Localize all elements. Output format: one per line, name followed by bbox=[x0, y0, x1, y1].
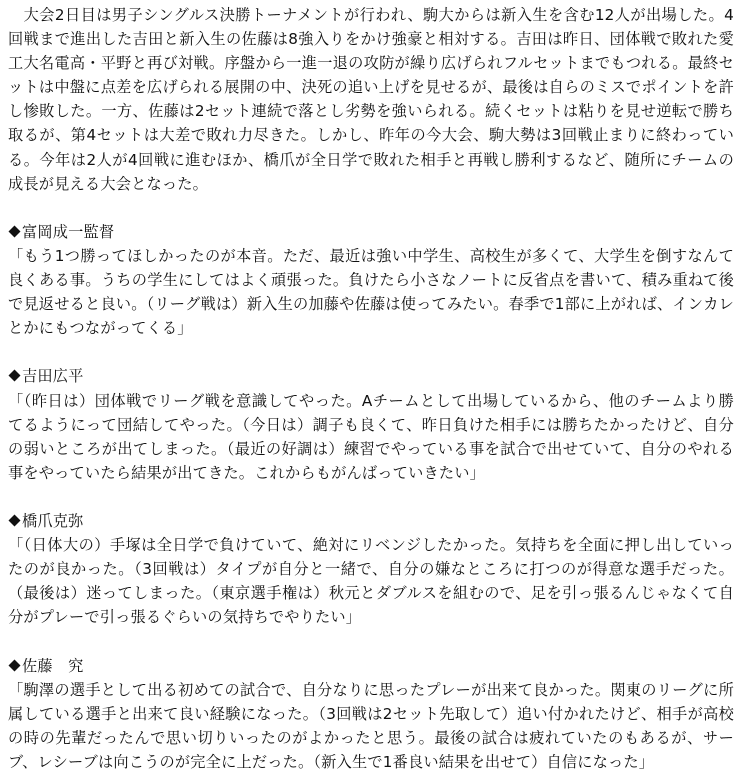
section-heading-sato bbox=[8, 654, 734, 678]
quote-paragraph-yoshida: 「（昨日は）団体戦でリーグ戦を意識してやった。Aチームとして出場しているから、他のチームより勝てるようにって団結してやった。（今日は）調子も良くて、昨日負けた相手には勝ちたかったけど、自分の弱いところが出てしまった。（最近の好調は）練習でやっている事を試合で出せていて、自分のやれる事をやっていたら結果が出てきた。これからもがんばっていきたい」 bbox=[8, 391, 734, 482]
quote-paragraph-tomioka: 「もう1つ勝ってほしかったのが本音。ただ、最近は強い中学生、高校生が多くて、大学生を倒すなんて良くある事。うちの学生にしてはよく頑張った。負けたら小さなノートに反省点を書いて、積み重ねて後で見返せると良い。（リーグ戦は）新入生の加藤や佐藤は使ってみたい。春季で1部に上がれば、インカレとかにもつながってくる」 bbox=[8, 246, 734, 338]
black-diamond-icon bbox=[8, 369, 21, 382]
speaker-name: 吉田広平 bbox=[22, 367, 84, 386]
speaker-name: 佐藤 究 bbox=[22, 656, 84, 675]
black-diamond-icon bbox=[8, 514, 21, 527]
speaker-name: 橋爪克弥 bbox=[22, 511, 84, 530]
spacer bbox=[8, 485, 734, 509]
quote-paragraph-sato: 「駒澤の選手として出る初めての試合で、自分なりに思ったプレーが出来て良かった。関東のリーグに所属している選手と出来て良い経験になった。（3回戦は2セット先取して）追い付かれたけど、相手が高校の時の先輩だったんで思い切りいったのがよかったと思う。最後の試合は疲れていたのもあるが、サーブ、レシーブは向こうのが完全に上だった。（新入生で1番良い結果を出せて）自信になった」 bbox=[8, 680, 734, 771]
spacer bbox=[8, 196, 734, 220]
spacer bbox=[8, 340, 734, 364]
black-diamond-icon bbox=[8, 659, 21, 672]
intro-paragraph: 大会2日目は男子シングルス決勝トーナメントが行われ、駒大からは新入生を含む12人が出場した。4回戦まで進出した吉田と新入生の佐藤は8強入りをかけ強豪と相対する。吉田は昨日、団体戦で敗れた愛工大名電高・平野と再び対戦。序盤から一進一退の攻防が繰り広げられフルセットまでもつれる。最終セットは中盤に点差を広げられる展開の中、決死の追い上げを見せるが、最後は自らのミスでポイントを許し惨敗した。一方、佐藤は2セット連続で落とし劣勢を強いられる。続くセットは粘りを見せ逆転で勝ち取るが、第4セットは大差で敗れ力尽きた。しかし、昨年の今大会、駒大勢は3回戦止まりに終わっている。今年は2人が4回戦に進むほか、橋爪が全日学で敗れた相手と再戦し勝利するなど、随所にチームの成長が見える大会となった。 bbox=[8, 6, 734, 193]
speaker-name: 富岡成一監督 bbox=[22, 222, 115, 241]
section-heading-tomioka bbox=[8, 220, 734, 244]
article-body bbox=[8, 3, 734, 774]
section-heading-yoshida bbox=[8, 364, 734, 388]
quote-paragraph-hashizume: 「（日体大の）手塚は全日学で負けていて、絶対にリベンジしたかった。気持ちを全面に押し出していったのが良かった。（3回戦は）タイプが自分と一緒で、自分の嫌なところに打つのが得意な選手だった。（最後は）迷ってしまった。（東京選手権は）秋元とダブルスを組むので、足を引っ張るんじゃなくて自分がプレーで引っ張るぐらいの気持ちでやりたい」 bbox=[8, 536, 734, 627]
spacer bbox=[8, 629, 734, 653]
section-heading-hashizume bbox=[8, 509, 734, 533]
black-diamond-icon bbox=[8, 225, 21, 238]
